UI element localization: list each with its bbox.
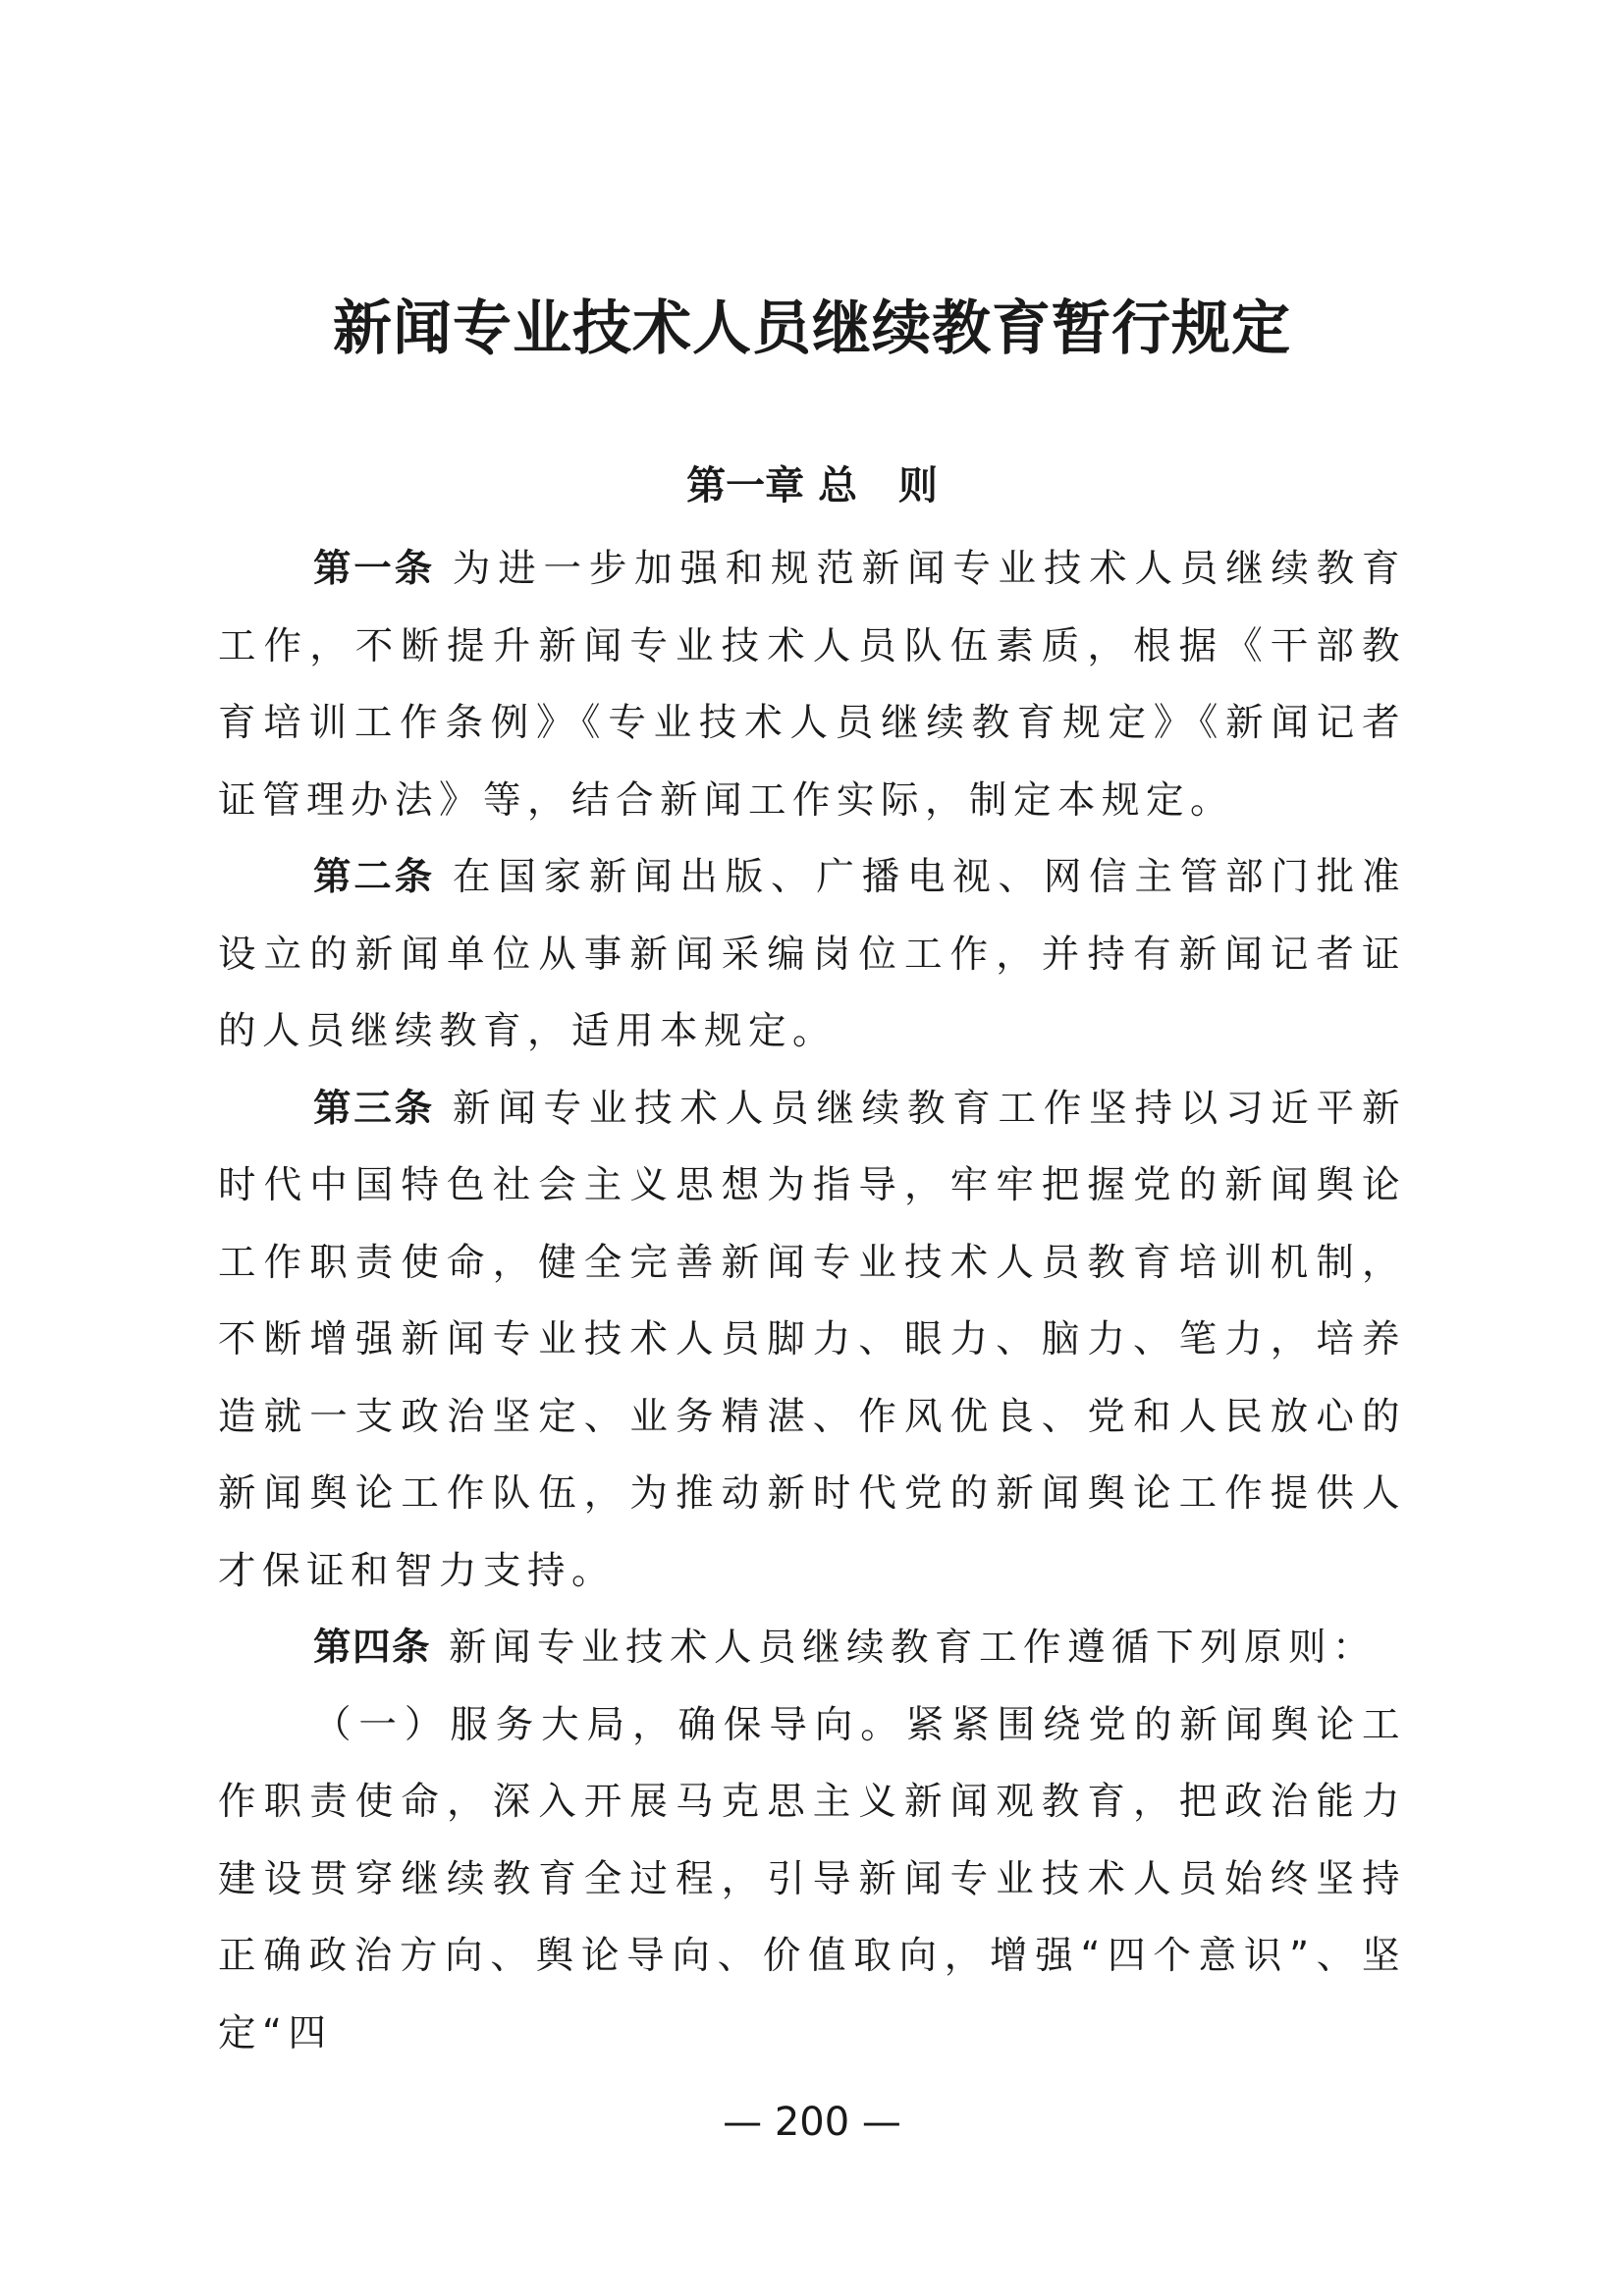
page-number: — 200 — xyxy=(723,2100,901,2145)
article-1-text: 为进一步加强和规范新闻专业技术人员继续教育工作，不断提升新闻专业技术人员队伍素质，根据《干部教育培训工作条例》《专业技术人员继续教育规定》《新闻记者证管理办法》等，结合新闻工作实际，制定本规定。 xyxy=(218,547,1406,823)
article-2-text: 在国家新闻出版、广播电视、网信主管部门批准设立的新闻单位从事新闻采编岗位工作，并持有新闻记者证的人员继续教育，适用本规定。 xyxy=(218,855,1406,1053)
document-body xyxy=(218,531,1406,2072)
article-4-text: 新闻专业技术人员继续教育工作遵循下列原则： xyxy=(449,1626,1378,1670)
article-1 xyxy=(218,531,1406,839)
article-3-label: 第三条 xyxy=(313,1086,435,1131)
principle-1: （一）服务大局，确保导向。紧紧围绕党的新闻舆论工作职责使命，深入开展马克思主义新闻观教育，把政治能力建设贯穿继续教育全过程，引导新闻专业技术人员始终坚持正确政治方向、舆论导向、价值取向，增强“四个意识”、坚定“四 xyxy=(218,1702,1406,2056)
article-3-text: 新闻专业技术人员继续教育工作坚持以习近平新时代中国特色社会主义思想为指导，牢牢把握党的新闻舆论工作职责使命，健全完善新闻专业技术人员教育培训机制，不断增强新闻专业技术人员脚力、眼力、脑力、笔力，培养造就一支政治坚定、业务精湛、作风优良、党和人民放心的新闻舆论工作队伍，为推动新时代党的新闻舆论工作提供人才保证和智力支持。 xyxy=(218,1086,1406,1593)
article-4-label: 第四条 xyxy=(313,1626,432,1670)
article-2 xyxy=(218,839,1406,1071)
article-3 xyxy=(218,1071,1406,1611)
article-4 xyxy=(218,1610,1406,1687)
article-2-label: 第二条 xyxy=(313,855,435,899)
chapter-heading: 第一章 总 则 xyxy=(686,463,938,508)
article-1-label: 第一条 xyxy=(313,547,435,591)
document-title: 新闻专业技术人员继续教育暂行规定 xyxy=(333,294,1291,363)
